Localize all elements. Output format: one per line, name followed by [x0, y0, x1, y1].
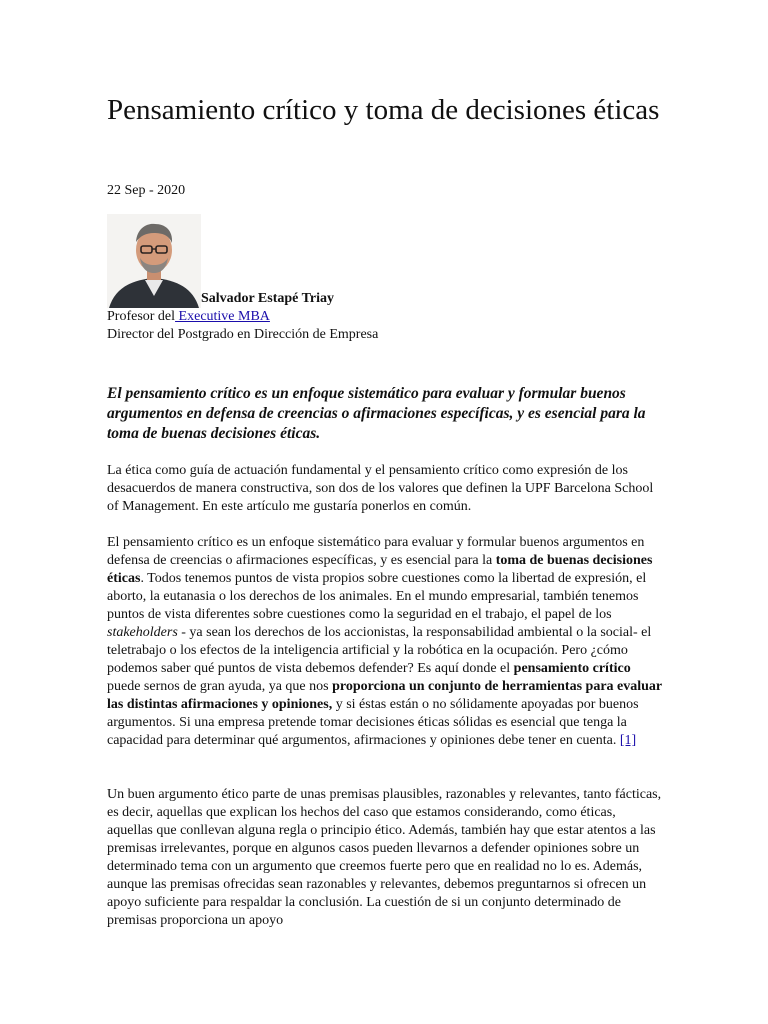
- footnote-link[interactable]: [1]: [619, 733, 637, 748]
- paragraph-intro: La ética como guía de actuación fundamental y el pensamiento crítico como expresión de los desacuerdos de manera constructiva, son dos de los valores que definen la UPF Barcelona School of Management. En este artículo me gustaría ponerlos en común.: [107, 463, 654, 514]
- paragraph-text: El pensamiento crítico es un enfoque sistemático para evaluar y formular buenos argumentos en defensa de creencias o afirmaciones específicas, y es esencial para la: [107, 535, 645, 568]
- bold-phrase: pensamiento crítico: [513, 661, 631, 676]
- paragraph-text: y si éstas están o no sólidamente apoyadas por buenos argumentos. Si una empresa pretende tomar decisiones éticas sólidas es esencial que tenga la capacidad para determinar qué argumentos, afirmaciones y opiniones debe tener en cuenta.: [107, 697, 639, 748]
- author-photo-icon: [107, 214, 201, 308]
- bold-phrase: proporciona un conjunto de herramientas para evaluar las distintas afirmaciones y opiniones,: [107, 679, 662, 712]
- bold-phrase: toma de buenas decisiones éticas: [107, 553, 653, 586]
- publish-date: 22 Sep - 2020: [107, 183, 186, 198]
- author-row: [107, 214, 667, 308]
- paragraph-arguments: Un buen argumento ético parte de unas premisas plausibles, razonables y relevantes, tanto fácticas, es decir, aquellas que explican los hechos del caso que estamos considerando, como éticas, aquellas que conllevan alguna regla o principio ético. Además, también hay que estar atentos a las premisas irrelevantes, porque en algunos casos pueden llevarnos a defender opiniones sobre un determinado tema con un argumento que creemos fuerte pero que en realidad no lo es. Además, aunque las premisas ofrecidas sean razonables y relevantes, debemos preguntarnos si ofrecen un apoyo suficiente para respaldar la conclusión. La cuestión de si un conjunto determinado de premisas proporciona un apoyo: [107, 787, 662, 928]
- author-role-prefix: Profesor del: [107, 309, 176, 324]
- paragraph-critical-thinking: [107, 534, 663, 750]
- paragraph-text: - ya sean los derechos de los accionistas, la responsabilidad ambiental o la social- el teletrabajo o los efectos de la inteligencia artificial y la robótica en la ocupación. Pero ¿cómo podemos saber qué puntos de vista debemos defender? Es aquí donde el: [107, 625, 652, 676]
- author-block: [107, 214, 667, 344]
- paragraph-text: puede sernos de gran ayuda, ya que nos: [107, 679, 333, 694]
- italic-term: stakeholders: [107, 625, 178, 640]
- executive-mba-link[interactable]: Executive MBA: [175, 309, 270, 324]
- author-role: [107, 308, 667, 326]
- article-lead: El pensamiento crítico es un enfoque sistemático para evaluar y formular buenos argumentos en defensa de creencias o afirmaciones específicas, y es esencial para la toma de buenas decisiones éticas.: [107, 385, 646, 442]
- author-name: Salvador Estapé Triay: [201, 291, 335, 306]
- page-title: Pensamiento crítico y toma de decisiones éticas: [107, 94, 660, 126]
- paragraph-text: . Todos tenemos puntos de vista propios sobre cuestiones como la libertad de expresión, el aborto, la eutanasia o los derechos de los animales. En el mundo empresarial, también tenemos puntos de vista diferentes sobre cuestiones como la seguridad en el trabajo, el papel de los: [107, 571, 647, 622]
- author-position: Director del Postgrado en Dirección de Empresa: [107, 327, 379, 342]
